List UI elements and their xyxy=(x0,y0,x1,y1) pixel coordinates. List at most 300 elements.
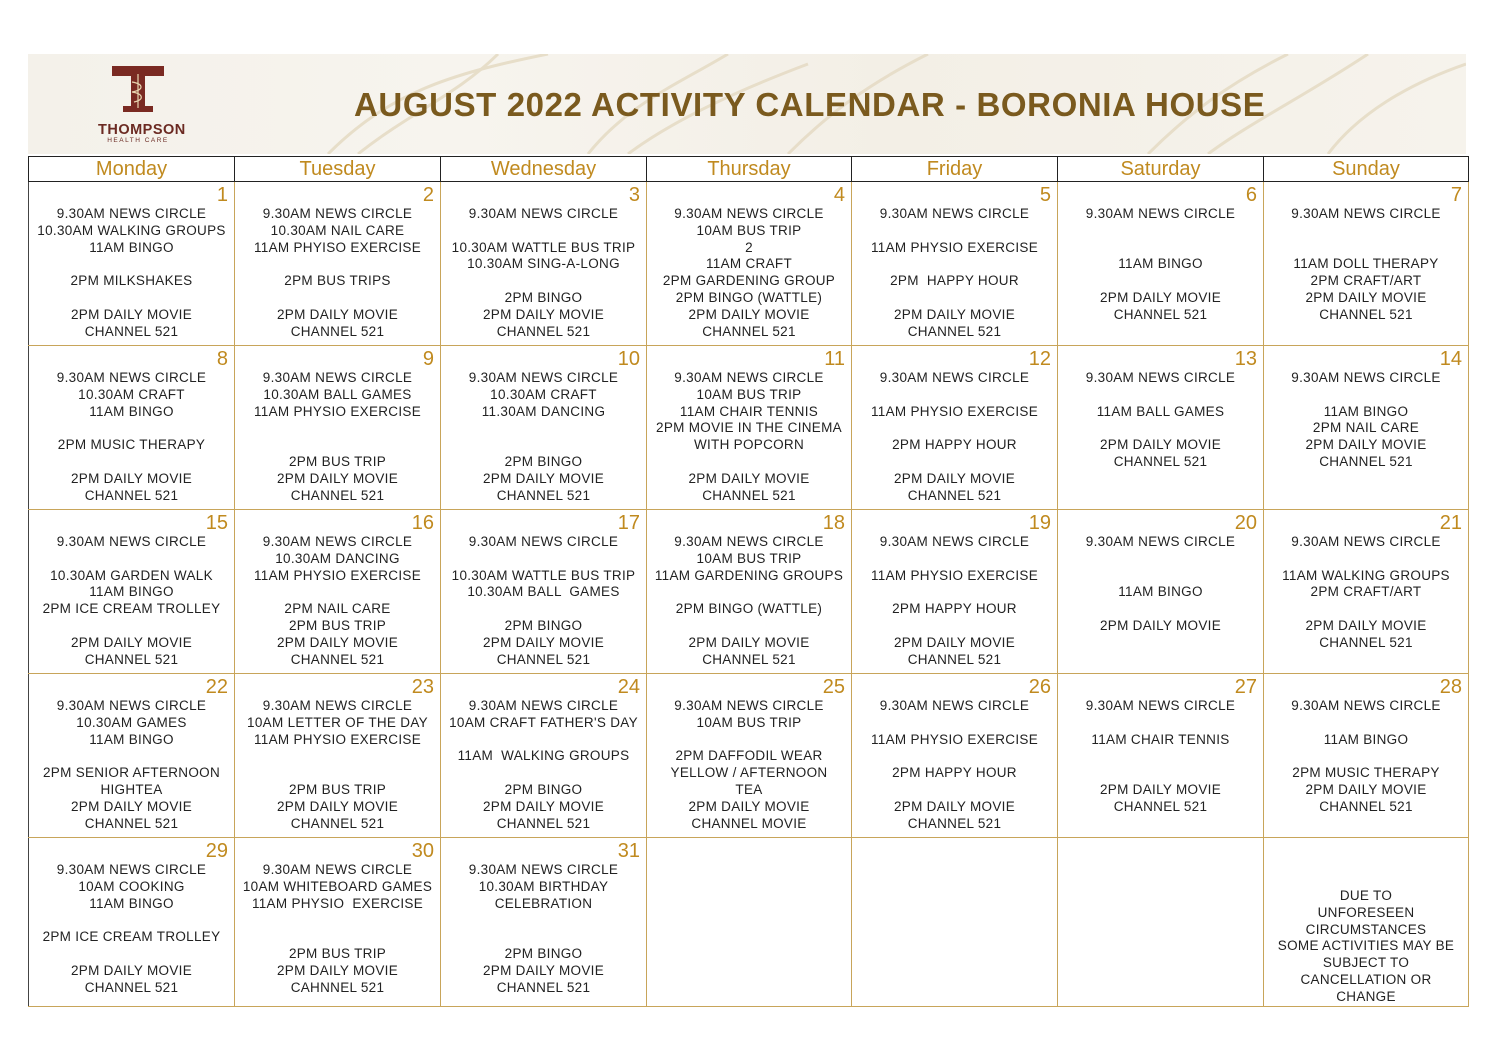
activity-item: 2PM HAPPY HOUR xyxy=(892,437,1017,453)
activity-item: 10AM WHITEBOARD GAMES xyxy=(242,878,433,894)
activity-item: CHANNEL 521 xyxy=(702,651,796,667)
activity-list xyxy=(441,370,646,504)
activity-item: 11AM GARDENING GROUPS xyxy=(654,567,844,583)
activity-item: 9.30AM NEWS CIRCLE xyxy=(674,206,824,221)
day-number xyxy=(1264,838,1468,861)
activity-item: 2PM DAILY MOVIE xyxy=(1099,437,1222,453)
day-cell xyxy=(1058,346,1264,510)
activity-item: 11.30AM DANCING xyxy=(481,403,606,419)
activity-item xyxy=(1058,568,1263,585)
activity-item xyxy=(235,912,440,929)
activity-item: 9.30AM NEWS CIRCLE xyxy=(56,862,207,877)
activity-item: 2PM CRAFT/ART xyxy=(1310,584,1422,600)
activity-item: 2PM HAPPY HOUR xyxy=(892,765,1017,781)
activity-item: 9.30AM NEWS CIRCLE xyxy=(1085,206,1236,221)
activity-item: 2PM DAILY MOVIE xyxy=(276,470,399,486)
activity-list xyxy=(29,698,234,832)
activity-item xyxy=(441,929,646,946)
activity-item: CHANNEL 521 xyxy=(290,651,385,667)
activity-list xyxy=(441,862,646,996)
activity-item xyxy=(852,454,1057,471)
week-row xyxy=(29,182,1469,346)
activity-item: 2PM CRAFT/ART xyxy=(1310,273,1422,289)
week-row xyxy=(29,838,1469,1007)
day-number: 3 xyxy=(628,184,640,206)
activity-item: 10.30AM WALKING GROUPS xyxy=(37,222,226,238)
activity-item xyxy=(29,551,234,568)
activity-item xyxy=(441,420,646,437)
day-cell xyxy=(1264,838,1469,1007)
activity-item: 10AM COOKING xyxy=(78,878,185,894)
activity-item: 9.30AM NEWS CIRCLE xyxy=(262,698,413,713)
activity-item xyxy=(29,290,234,307)
activity-item: 2PM BINGO xyxy=(504,453,583,469)
activity-item xyxy=(1264,748,1468,765)
activity-list xyxy=(852,698,1057,832)
activity-item xyxy=(852,290,1057,307)
activity-item: CHANNEL 521 xyxy=(1113,306,1208,322)
activity-item: 11AM WALKING GROUPS xyxy=(457,748,630,764)
week-row xyxy=(29,510,1469,674)
day-number: 17 xyxy=(617,512,640,534)
weekday-header: Monday xyxy=(29,157,235,182)
calendar-table xyxy=(28,156,1469,1007)
activity-item: 11AM BINGO xyxy=(89,403,174,419)
activity-item xyxy=(852,748,1057,765)
activity-item: 9.30AM NEWS CIRCLE xyxy=(674,534,824,549)
day-cell xyxy=(29,674,235,838)
activity-item: 2PM DAILY MOVIE xyxy=(276,306,399,322)
activity-item xyxy=(1264,223,1468,240)
activity-item: CHANNEL 521 xyxy=(84,815,179,831)
activity-item xyxy=(852,256,1057,273)
activity-item xyxy=(1058,601,1263,618)
day-number: 19 xyxy=(1028,512,1051,534)
day-cell xyxy=(852,674,1058,838)
day-cell xyxy=(235,182,441,346)
activity-item: 2PM BINGO xyxy=(504,945,583,961)
activity-item: 10.30AM WATTLE BUS TRIP xyxy=(451,567,636,583)
activity-item: CHANNEL 521 xyxy=(496,651,591,667)
activity-item: CHANNEL 521 xyxy=(290,487,385,503)
day-number: 20 xyxy=(1234,512,1257,534)
activity-item: 10.30AM BALL GAMES xyxy=(467,584,620,600)
activity-item xyxy=(1058,240,1263,257)
activity-item xyxy=(29,946,234,963)
activity-item xyxy=(235,929,440,946)
day-number: 24 xyxy=(617,676,640,698)
activity-item: 2PM DAILY MOVIE xyxy=(70,962,193,978)
activity-item: 2PM DAILY MOVIE xyxy=(70,634,193,650)
activity-item: 2PM DAILY MOVIE xyxy=(70,470,193,486)
activity-item: YELLOW / AFTERNOON xyxy=(670,765,828,781)
day-number: 1 xyxy=(216,184,228,206)
activity-item: 2PM DAFFODIL WEAR xyxy=(675,748,823,764)
note-line: SUBJECT TO xyxy=(1322,955,1410,971)
activity-item: 2PM DAILY MOVIE xyxy=(893,470,1016,486)
activity-item: 10.30AM WATTLE BUS TRIP xyxy=(451,239,636,255)
activity-item: CHANNEL 521 xyxy=(84,979,179,995)
activity-item: 2PM DAILY MOVIE xyxy=(482,962,605,978)
page-title: AUGUST 2022 ACTIVITY CALENDAR - BORONIA HOUSE xyxy=(354,86,1266,123)
activity-item: CHANNEL 521 xyxy=(702,487,796,503)
activity-item: 9.30AM NEWS CIRCLE xyxy=(879,370,1030,385)
activity-item: CHANNEL 521 xyxy=(290,323,385,339)
activity-item: CHANNEL 521 xyxy=(1319,634,1413,650)
activity-list xyxy=(647,370,851,504)
activity-item xyxy=(441,732,646,749)
activity-list xyxy=(235,206,440,340)
activity-item: 2PM BUS TRIP xyxy=(288,617,387,633)
week-row xyxy=(29,346,1469,510)
activity-item: 9.30AM NEWS CIRCLE xyxy=(1291,534,1441,549)
weekday-header: Saturday xyxy=(1058,157,1264,182)
activity-item xyxy=(235,437,440,454)
activity-item: 11AM CHAIR TENNIS xyxy=(679,403,819,419)
activity-item: 11AM PHYSIO EXERCISE xyxy=(253,731,422,747)
activity-item: 2PM DAILY MOVIE xyxy=(688,798,810,814)
activity-item: 10.30AM SING-A-LONG xyxy=(467,256,620,272)
activity-item: TEA xyxy=(735,781,763,797)
activity-item: CHANNEL 521 xyxy=(1113,453,1208,469)
day-cell xyxy=(235,346,441,510)
day-number: 6 xyxy=(1245,184,1257,206)
day-number xyxy=(647,838,851,861)
activity-item xyxy=(1058,715,1263,732)
activity-item: CHANNEL 521 xyxy=(84,487,179,503)
activity-item xyxy=(1264,715,1468,732)
activity-item: 2PM BINGO (WATTLE) xyxy=(675,601,823,617)
activity-item xyxy=(235,290,440,307)
day-number: 23 xyxy=(411,676,434,698)
day-cell xyxy=(1264,346,1469,510)
day-cell xyxy=(1264,510,1469,674)
activity-item xyxy=(441,601,646,618)
activity-item: 9.30AM NEWS CIRCLE xyxy=(879,206,1030,221)
activity-item: 2PM NAIL CARE xyxy=(1312,420,1420,436)
day-number: 28 xyxy=(1439,676,1462,698)
activity-item: 2PM DAILY MOVIE xyxy=(1305,437,1427,453)
activity-item: 10AM BUS TRIP xyxy=(696,550,802,566)
activity-list xyxy=(1058,534,1263,635)
activity-item: CHANNEL 521 xyxy=(290,815,385,831)
activity-item xyxy=(1058,387,1263,404)
activity-item: 10.30AM CRAFT xyxy=(490,386,597,402)
activity-item xyxy=(852,782,1057,799)
activity-item xyxy=(1058,551,1263,568)
day-cell xyxy=(852,838,1058,1007)
activity-item: 11AM CRAFT xyxy=(705,256,792,272)
activity-item: 9.30AM NEWS CIRCLE xyxy=(468,206,619,221)
activity-item: 2PM BINGO xyxy=(504,617,583,633)
activity-item: 2PM DAILY MOVIE xyxy=(1305,781,1427,797)
activity-item: 2PM HAPPY HOUR xyxy=(890,273,1019,289)
activity-item: 2PM MILKSHAKES xyxy=(70,273,193,289)
activity-item: CHANNEL 521 xyxy=(496,815,591,831)
activity-item: 9.30AM NEWS CIRCLE xyxy=(468,370,619,385)
activity-item: 10.30AM GAMES xyxy=(76,714,187,730)
day-number: 14 xyxy=(1439,348,1462,370)
activity-item xyxy=(647,454,851,471)
day-cell xyxy=(647,838,852,1007)
activity-item: CHANNEL 521 xyxy=(496,979,591,995)
calendar-body xyxy=(29,182,1469,1007)
activity-item: 9.30AM NEWS CIRCLE xyxy=(674,370,824,385)
day-cell xyxy=(1264,182,1469,346)
activity-item: 11AM BALL GAMES xyxy=(1096,403,1225,419)
day-number: 27 xyxy=(1234,676,1257,698)
activity-item: 2PM DAILY MOVIE xyxy=(688,306,810,322)
day-number: 26 xyxy=(1028,676,1051,698)
activity-item: 10AM BUS TRIP xyxy=(696,386,802,402)
activity-item: 9.30AM NEWS CIRCLE xyxy=(674,698,824,713)
activity-item xyxy=(29,748,234,765)
activity-item xyxy=(29,912,234,929)
activity-item xyxy=(1058,748,1263,765)
activity-item: 9.30AM NEWS CIRCLE xyxy=(262,370,413,385)
activity-item: 2PM DAILY MOVIE xyxy=(1099,781,1222,797)
activity-item xyxy=(235,584,440,601)
day-number: 29 xyxy=(205,840,228,862)
activity-list xyxy=(1264,370,1468,471)
activity-item: 10AM BUS TRIP xyxy=(696,222,802,238)
activity-item: 2PM BUS TRIPS xyxy=(284,273,391,289)
activity-item: 10.30AM CRAFT xyxy=(78,386,185,402)
activity-item: 11AM DOLL THERAPY xyxy=(1293,256,1439,272)
activity-item: 11AM PHYSIO EXERCISE xyxy=(870,239,1039,255)
activity-item: 10AM LETTER OF THE DAY xyxy=(247,714,428,730)
activity-item: 11AM PHYSIO EXERCISE xyxy=(253,403,422,419)
activity-list xyxy=(647,534,851,668)
activity-item: 9.30AM NEWS CIRCLE xyxy=(1085,534,1236,549)
activity-list xyxy=(1058,698,1263,816)
activity-item: WITH POPCORN xyxy=(693,437,805,453)
day-cell xyxy=(647,674,852,838)
day-cell xyxy=(441,674,647,838)
weekday-header: Wednesday xyxy=(441,157,647,182)
activity-item: 2PM DAILY MOVIE xyxy=(688,470,810,486)
activity-list xyxy=(235,370,440,504)
day-number: 8 xyxy=(216,348,228,370)
activity-item: 2PM DAILY MOVIE xyxy=(70,306,193,322)
activity-item: 2PM ICE CREAM TROLLEY xyxy=(42,929,221,945)
day-number: 9 xyxy=(422,348,434,370)
activity-item: 2PM BINGO xyxy=(504,781,583,797)
activity-item: 11AM PHYSIO EXERCISE xyxy=(870,731,1039,747)
weekday-header: Sunday xyxy=(1264,157,1469,182)
day-number: 15 xyxy=(205,512,228,534)
day-cell xyxy=(647,510,852,674)
activity-item: 2PM DAILY MOVIE xyxy=(276,962,399,978)
day-cell xyxy=(1058,182,1264,346)
activity-item: CHANNEL 521 xyxy=(907,815,1002,831)
activity-item: 2PM DAILY MOVIE xyxy=(276,634,399,650)
activity-list xyxy=(29,534,234,668)
day-number: 25 xyxy=(822,676,845,698)
activity-item: 9.30AM NEWS CIRCLE xyxy=(1291,206,1441,221)
day-cell xyxy=(441,346,647,510)
day-cell xyxy=(852,346,1058,510)
activity-item: 2PM DAILY MOVIE xyxy=(482,634,605,650)
day-number: 11 xyxy=(824,348,845,370)
note-line: SOME ACTIVITIES MAY BE xyxy=(1277,938,1455,954)
activity-item: CHANNEL 521 xyxy=(1319,453,1413,469)
day-number: 5 xyxy=(1039,184,1051,206)
activity-item: 10.30AM BIRTHDAY xyxy=(478,878,609,894)
activity-list xyxy=(29,862,234,996)
day-cell xyxy=(29,182,235,346)
activity-item: 10AM BUS TRIP xyxy=(696,714,802,730)
activity-item: CHANNEL 521 xyxy=(496,323,591,339)
activity-item xyxy=(1264,601,1468,618)
weekday-header: Friday xyxy=(852,157,1058,182)
activity-item xyxy=(1058,273,1263,290)
activity-item: 9.30AM NEWS CIRCLE xyxy=(879,534,1030,549)
header-banner xyxy=(28,54,1466,154)
activity-item: 11AM PHYSIO EXERCISE xyxy=(870,567,1039,583)
note-line: CANCELLATION OR xyxy=(1300,971,1432,987)
weekday-header-row xyxy=(29,157,1469,182)
day-cell xyxy=(1264,674,1469,838)
day-cell xyxy=(235,510,441,674)
activity-item: 9.30AM NEWS CIRCLE xyxy=(56,206,207,221)
activity-item: 11AM PHYSIO EXERCISE xyxy=(253,567,422,583)
day-cell xyxy=(647,346,852,510)
activity-item xyxy=(852,715,1057,732)
note-line: UNFORESEEN xyxy=(1317,904,1415,920)
activity-item: HIGHTEA xyxy=(100,781,163,797)
activity-list xyxy=(647,206,851,340)
activity-item: 2PM DAILY MOVIE xyxy=(482,306,605,322)
activity-item: 11AM BINGO xyxy=(89,895,174,911)
activity-list xyxy=(441,206,646,340)
activity-item: 9.30AM NEWS CIRCLE xyxy=(468,534,619,549)
week-row xyxy=(29,674,1469,838)
activity-item xyxy=(1264,387,1468,404)
activity-list xyxy=(235,862,440,996)
activity-item xyxy=(647,618,851,635)
activity-item xyxy=(647,584,851,601)
day-cell xyxy=(235,838,441,1007)
activity-item: CHANNEL 521 xyxy=(84,323,179,339)
day-cell xyxy=(1058,510,1264,674)
activity-item: 11AM BINGO xyxy=(89,239,174,255)
activity-item: 2PM DAILY MOVIE xyxy=(893,634,1016,650)
activity-item: 9.30AM NEWS CIRCLE xyxy=(1291,698,1441,713)
activity-item xyxy=(1058,223,1263,240)
activity-item: CHANNEL 521 xyxy=(907,487,1002,503)
day-number: 2 xyxy=(422,184,434,206)
weekday-header: Tuesday xyxy=(235,157,441,182)
activity-item xyxy=(1264,551,1468,568)
day-number xyxy=(852,838,1057,861)
activity-item xyxy=(235,748,440,765)
activity-item xyxy=(441,765,646,782)
activity-item: 9.30AM NEWS CIRCLE xyxy=(468,862,619,877)
day-cell xyxy=(1058,674,1264,838)
activity-item xyxy=(852,223,1057,240)
day-number: 4 xyxy=(833,184,845,206)
activity-item: 2PM DAILY MOVIE xyxy=(70,798,193,814)
activity-item: 9.30AM NEWS CIRCLE xyxy=(56,698,207,713)
activity-list xyxy=(1264,698,1468,816)
activity-item: 2PM DAILY MOVIE xyxy=(688,634,810,650)
activity-list xyxy=(1058,206,1263,324)
activity-item: 2PM DAILY MOVIE xyxy=(482,470,605,486)
activity-item: 9.30AM NEWS CIRCLE xyxy=(1291,370,1441,385)
activity-item: CHANNEL 521 xyxy=(702,323,796,339)
day-number: 16 xyxy=(411,512,434,534)
activity-item xyxy=(441,912,646,929)
activity-item: 9.30AM NEWS CIRCLE xyxy=(1085,370,1236,385)
day-number: 12 xyxy=(1028,348,1051,370)
activity-list xyxy=(852,534,1057,668)
thompson-logo xyxy=(98,64,186,150)
day-cell xyxy=(1058,838,1264,1007)
note-line: CIRCUMSTANCES xyxy=(1305,921,1427,937)
activity-item xyxy=(852,387,1057,404)
activity-item xyxy=(235,765,440,782)
day-number: 30 xyxy=(411,840,434,862)
activity-item xyxy=(441,437,646,454)
activity-item: 2PM SENIOR AFTERNOON xyxy=(42,765,221,781)
activity-item: 11AM BINGO xyxy=(1323,403,1409,419)
cancellation-note xyxy=(1264,862,1468,1006)
activity-item: 11AM BINGO xyxy=(1118,256,1203,272)
activity-item: 10.30AM DANCING xyxy=(275,550,400,566)
day-cell xyxy=(647,182,852,346)
activity-list xyxy=(647,698,851,832)
activity-item: 11AM BINGO xyxy=(89,731,174,747)
activity-list xyxy=(1264,534,1468,652)
activity-item: 11AM WALKING GROUPS xyxy=(1282,567,1450,583)
logo-t-icon xyxy=(110,64,166,116)
activity-item: 11AM PHYISO EXERCISE xyxy=(253,239,422,255)
activity-item xyxy=(29,420,234,437)
activity-item: 9.30AM NEWS CIRCLE xyxy=(262,534,413,549)
activity-item: CHANNEL 521 xyxy=(1319,798,1413,814)
activity-item: 2PM DAILY MOVIE xyxy=(276,798,399,814)
activity-item: CHANNEL MOVIE xyxy=(691,815,807,831)
activity-item: CHANNEL 521 xyxy=(1319,306,1413,322)
logo-brand-text: THOMPSON xyxy=(98,122,186,138)
activity-item: 2PM BUS TRIP xyxy=(288,781,387,797)
day-number xyxy=(1058,838,1263,861)
activity-item xyxy=(852,584,1057,601)
activity-item: 11AM BINGO xyxy=(89,584,174,600)
activity-item xyxy=(29,454,234,471)
activity-item: CHANNEL 521 xyxy=(1113,798,1208,814)
activity-list xyxy=(235,534,440,668)
activity-item: 2PM BUS TRIP xyxy=(288,945,387,961)
activity-item: 2PM GARDENING GROUP xyxy=(662,273,836,289)
activity-item xyxy=(235,256,440,273)
day-cell xyxy=(441,838,647,1007)
activity-item: CELEBRATION xyxy=(494,895,593,911)
activity-item xyxy=(852,420,1057,437)
day-cell xyxy=(29,510,235,674)
activity-item xyxy=(1264,240,1468,257)
day-number: 18 xyxy=(822,512,845,534)
day-number: 22 xyxy=(205,676,228,698)
activity-item xyxy=(647,732,851,749)
activity-list xyxy=(852,370,1057,504)
activity-item: 2PM DAILY MOVIE xyxy=(893,798,1016,814)
activity-list xyxy=(29,370,234,504)
day-cell xyxy=(235,674,441,838)
activity-item: 11AM PHYSIO EXERCISE xyxy=(251,895,424,911)
activity-item: 2PM HAPPY HOUR xyxy=(892,601,1017,617)
